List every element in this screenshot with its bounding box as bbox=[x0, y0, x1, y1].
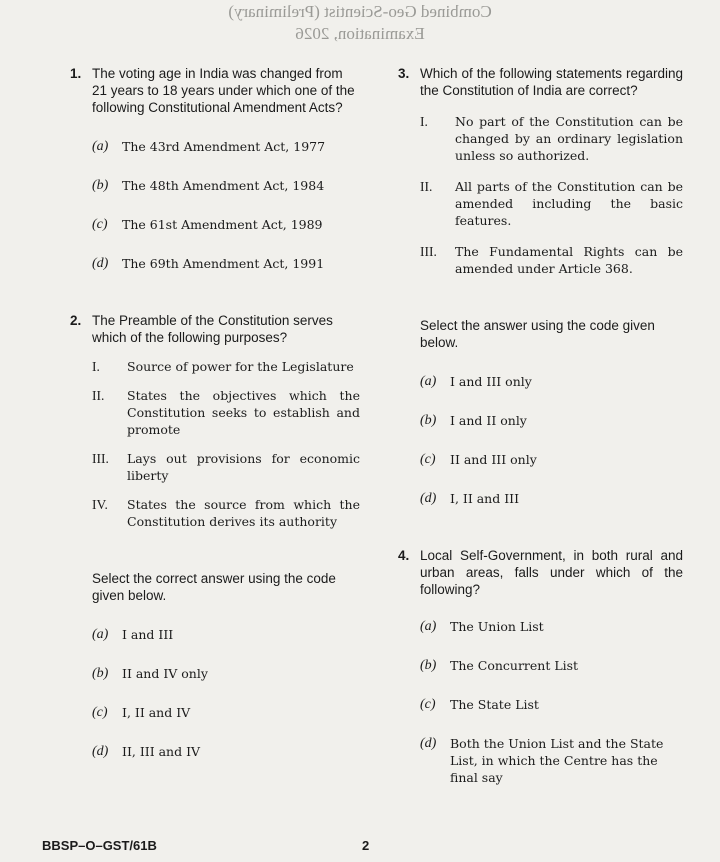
question-3 bbox=[398, 65, 683, 99]
mirrored-header-line-2: Examination, 2026 bbox=[295, 24, 425, 43]
left-column bbox=[70, 65, 360, 760]
option-d: (d) The 69th Amendment Act, 1991 bbox=[92, 256, 325, 271]
question-4 bbox=[398, 547, 683, 598]
mirrored-header-line-1: Combined Geo-Scientist (Preliminary) bbox=[228, 2, 492, 21]
statement-IV: IV. States the source from which the Constitution derives its authority bbox=[92, 497, 360, 529]
statement-I: I. No part of the Constitution can be changed by an ordinary legislation unless so authorized. bbox=[420, 114, 683, 163]
question-number: 1. bbox=[70, 66, 82, 81]
booklet-code: BBSP–O–GST/61B bbox=[42, 838, 157, 853]
question-text: Local Self-Government, in both rural and urban areas, falls under which of the following? bbox=[420, 548, 683, 597]
option-a: (a) I and III bbox=[92, 627, 174, 642]
option-c: (c) The State List bbox=[420, 697, 539, 712]
option-b: (b) The 48th Amendment Act, 1984 bbox=[92, 178, 325, 193]
question-2 bbox=[70, 312, 360, 346]
question-number: 3. bbox=[398, 66, 410, 81]
option-b: (b) The Concurrent List bbox=[420, 658, 579, 673]
option-c: (c) I, II and IV bbox=[92, 705, 191, 720]
question-text: The Preamble of the Constitution serves which of the following purposes? bbox=[92, 313, 333, 345]
answer-code-instruction: Select the answer using the code given below. bbox=[420, 318, 655, 350]
statement-III: III. Lays out provisions for economic liberty bbox=[92, 451, 360, 483]
question-number: 2. bbox=[70, 313, 82, 328]
statement-II: II. All parts of the Constitution can be amended including the basic features. bbox=[420, 179, 683, 228]
question-number: 4. bbox=[398, 548, 410, 563]
question-text: Which of the following statements regarding the Constitution of India are correct? bbox=[420, 66, 683, 98]
option-d: (d) II, III and IV bbox=[92, 744, 201, 759]
question-text: The voting age in India was changed from 21 years to 18 years under which one of the following Constitutional Amendment Acts? bbox=[92, 66, 355, 115]
question-1 bbox=[70, 65, 360, 116]
right-column bbox=[398, 65, 683, 786]
option-b: (b) I and II only bbox=[420, 413, 527, 428]
option-b: (b) II and IV only bbox=[92, 666, 208, 681]
option-a: (a) I and III only bbox=[420, 374, 532, 389]
page-number: 2 bbox=[362, 838, 370, 853]
answer-code-instruction: Select the correct answer using the code given below. bbox=[92, 571, 336, 603]
statement-III: III. The Fundamental Rights can be amended under Article 368. bbox=[420, 244, 683, 276]
option-d: (d) I, II and III bbox=[420, 491, 520, 506]
option-c: (c) The 61st Amendment Act, 1989 bbox=[92, 217, 323, 232]
statement-II: II. States the objectives which the Constitution seeks to establish and promote bbox=[92, 388, 360, 437]
option-d: (d) Both the Union List and the State List, in which the Centre has the final say bbox=[420, 736, 664, 785]
statement-I: I. Source of power for the Legislature bbox=[92, 359, 354, 374]
option-a: (a) The Union List bbox=[420, 619, 544, 634]
option-a: (a) The 43rd Amendment Act, 1977 bbox=[92, 139, 326, 154]
option-c: (c) II and III only bbox=[420, 452, 537, 467]
